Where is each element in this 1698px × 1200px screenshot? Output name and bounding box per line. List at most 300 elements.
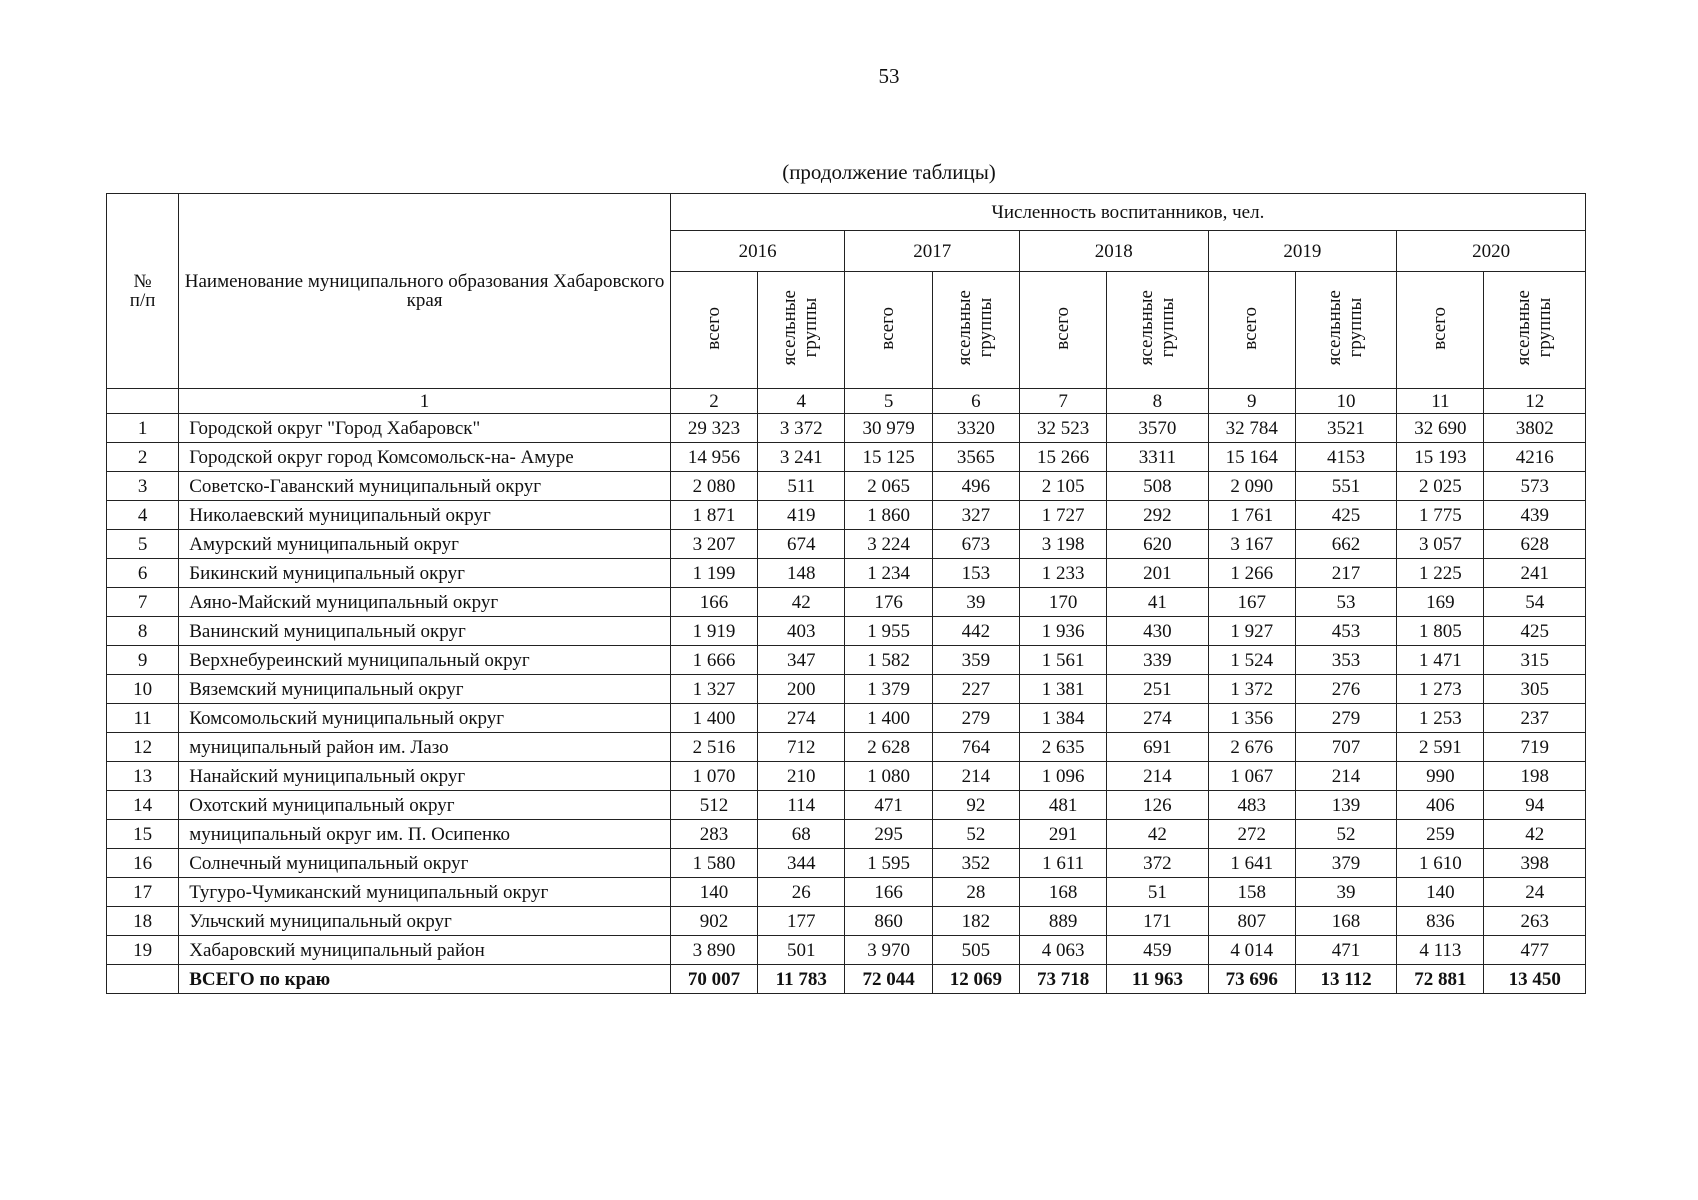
value-cell: 442 [932,617,1019,646]
row-number: 9 [107,646,179,675]
value-cell: 419 [758,501,845,530]
value-cell: 68 [758,820,845,849]
municipality-name: муниципальный округ им. П. Осипенко [179,820,671,849]
value-cell: 719 [1484,733,1586,762]
table-row [107,849,1586,878]
municipality-name: Хабаровский муниципальный район [179,936,671,965]
value-cell: 198 [1484,762,1586,791]
row-number: 1 [107,414,179,443]
value-cell: 52 [932,820,1019,849]
total-value-cell: 72 044 [845,965,932,994]
value-cell: 1 561 [1019,646,1106,675]
value-cell: 673 [932,530,1019,559]
value-cell: 15 164 [1208,443,1295,472]
value-cell: 272 [1208,820,1295,849]
row-number: 15 [107,820,179,849]
value-cell: 1 273 [1397,675,1484,704]
table-row [107,646,1586,675]
value-cell: 51 [1107,878,1208,907]
value-cell: 501 [758,936,845,965]
value-cell: 1 253 [1397,704,1484,733]
value-cell: 42 [1107,820,1208,849]
value-cell: 1 871 [670,501,757,530]
value-cell: 274 [758,704,845,733]
value-cell: 171 [1107,907,1208,936]
column-number: 11 [1397,389,1484,414]
value-cell: 1 955 [845,617,932,646]
value-cell: 990 [1397,762,1484,791]
value-cell: 2 090 [1208,472,1295,501]
subheader-nursery-text: ясельные группы [1135,290,1178,366]
subheader-nursery-text: ясельные группы [1324,290,1367,366]
value-cell: 3 372 [758,414,845,443]
row-number: 4 [107,501,179,530]
value-cell: 263 [1484,907,1586,936]
value-cell: 201 [1107,559,1208,588]
value-cell: 512 [670,791,757,820]
table-row [107,791,1586,820]
value-cell: 32 784 [1208,414,1295,443]
column-number: 7 [1019,389,1106,414]
subheader-nursery-text: ясельные группы [1512,290,1555,366]
row-number: 5 [107,530,179,559]
value-cell: 259 [1397,820,1484,849]
value-cell: 15 125 [845,443,932,472]
value-cell: 3 224 [845,530,932,559]
municipality-name: Николаевский муниципальный округ [179,501,671,530]
row-number: 3 [107,472,179,501]
value-cell: 3 198 [1019,530,1106,559]
value-cell: 707 [1295,733,1396,762]
value-cell: 471 [1295,936,1396,965]
value-cell: 170 [1019,588,1106,617]
value-cell: 764 [932,733,1019,762]
subheader-nursery [1484,272,1586,389]
column-number: 5 [845,389,932,414]
value-cell: 295 [845,820,932,849]
municipality-name: Солнечный муниципальный округ [179,849,671,878]
value-cell: 114 [758,791,845,820]
municipality-name: Городской округ "Город Хабаровск" [179,414,671,443]
page-number: 53 [878,64,900,88]
row-number: 2 [107,443,179,472]
table-row [107,472,1586,501]
municipality-name: Нанайский муниципальный округ [179,762,671,791]
municipality-name: Ульчский муниципальный округ [179,907,671,936]
subheader-total [1019,272,1106,389]
value-cell: 200 [758,675,845,704]
subheader-total-text: всего [877,306,899,350]
total-value-cell: 11 783 [758,965,845,994]
value-cell: 177 [758,907,845,936]
table-row [107,675,1586,704]
subheader-nursery-text: ясельные группы [779,290,822,366]
table-row [107,733,1586,762]
value-cell: 3 057 [1397,530,1484,559]
value-cell: 214 [932,762,1019,791]
value-cell: 1 381 [1019,675,1106,704]
subheader-nursery-text: ясельные группы [953,290,996,366]
value-cell: 4 113 [1397,936,1484,965]
value-cell: 425 [1295,501,1396,530]
value-cell: 3565 [932,443,1019,472]
subheader-total [1208,272,1295,389]
subheader-nursery [758,272,845,389]
municipality-name: Городской округ город Комсомольск-на- Амуре [179,443,671,472]
value-cell: 292 [1107,501,1208,530]
row-number: 7 [107,588,179,617]
value-cell: 3 207 [670,530,757,559]
year-header: 2018 [1019,231,1208,272]
value-cell: 241 [1484,559,1586,588]
row-number: 13 [107,762,179,791]
value-cell: 15 266 [1019,443,1106,472]
value-cell: 3570 [1107,414,1208,443]
value-cell: 167 [1208,588,1295,617]
value-cell: 2 080 [670,472,757,501]
value-cell: 1 266 [1208,559,1295,588]
table-row [107,501,1586,530]
value-cell: 403 [758,617,845,646]
column-number: 6 [932,389,1019,414]
value-cell: 166 [845,878,932,907]
year-header: 2019 [1208,231,1397,272]
value-cell: 406 [1397,791,1484,820]
value-cell: 29 323 [670,414,757,443]
value-cell: 471 [845,791,932,820]
value-cell: 1 524 [1208,646,1295,675]
value-cell: 1 070 [670,762,757,791]
table-row [107,762,1586,791]
value-cell: 481 [1019,791,1106,820]
subheader-nursery [932,272,1019,389]
table-row [107,617,1586,646]
value-cell: 860 [845,907,932,936]
value-cell: 53 [1295,588,1396,617]
total-row [107,965,1586,994]
value-cell: 1 611 [1019,849,1106,878]
value-cell: 28 [932,878,1019,907]
municipality-name: Советско-Гаванский муниципальный округ [179,472,671,501]
value-cell: 39 [932,588,1019,617]
value-cell: 352 [932,849,1019,878]
municipality-name: Ванинский муниципальный округ [179,617,671,646]
value-cell: 42 [1484,820,1586,849]
value-cell: 425 [1484,617,1586,646]
value-cell: 505 [932,936,1019,965]
value-cell: 24 [1484,878,1586,907]
value-cell: 508 [1107,472,1208,501]
value-cell: 1 400 [670,704,757,733]
value-cell: 3521 [1295,414,1396,443]
municipality-name: муниципальный район им. Лазо [179,733,671,762]
value-cell: 1 067 [1208,762,1295,791]
value-cell: 889 [1019,907,1106,936]
value-cell: 166 [670,588,757,617]
value-cell: 41 [1107,588,1208,617]
value-cell: 158 [1208,878,1295,907]
value-cell: 1 641 [1208,849,1295,878]
total-value-cell: 12 069 [932,965,1019,994]
column-number: 4 [758,389,845,414]
value-cell: 140 [1397,878,1484,907]
value-cell: 453 [1295,617,1396,646]
value-cell: 359 [932,646,1019,675]
total-value-cell: 70 007 [670,965,757,994]
value-cell: 94 [1484,791,1586,820]
value-cell: 126 [1107,791,1208,820]
value-cell: 214 [1295,762,1396,791]
value-cell: 4 063 [1019,936,1106,965]
row-number: 8 [107,617,179,646]
value-cell: 54 [1484,588,1586,617]
value-cell: 1 927 [1208,617,1295,646]
value-cell: 1 096 [1019,762,1106,791]
value-cell: 902 [670,907,757,936]
value-cell: 551 [1295,472,1396,501]
value-cell: 3 970 [845,936,932,965]
value-cell: 477 [1484,936,1586,965]
value-cell: 42 [758,588,845,617]
municipality-name: Верхнебуреинский муниципальный округ [179,646,671,675]
value-cell: 52 [1295,820,1396,849]
value-cell: 379 [1295,849,1396,878]
row-number: 11 [107,704,179,733]
table-row [107,704,1586,733]
value-cell: 3320 [932,414,1019,443]
value-cell: 15 193 [1397,443,1484,472]
year-header: 2020 [1397,231,1586,272]
value-cell: 1 372 [1208,675,1295,704]
value-cell: 628 [1484,530,1586,559]
value-cell: 1 860 [845,501,932,530]
value-cell: 279 [1295,704,1396,733]
value-cell: 39 [1295,878,1396,907]
value-cell: 1 234 [845,559,932,588]
row-number: 18 [107,907,179,936]
value-cell: 1 727 [1019,501,1106,530]
value-cell: 283 [670,820,757,849]
value-cell: 1 379 [845,675,932,704]
municipality-name: Бикинский муниципальный округ [179,559,671,588]
value-cell: 1 936 [1019,617,1106,646]
value-cell: 2 516 [670,733,757,762]
total-value-cell: 13 450 [1484,965,1586,994]
value-cell: 30 979 [845,414,932,443]
value-cell: 496 [932,472,1019,501]
value-cell: 1 471 [1397,646,1484,675]
value-cell: 227 [932,675,1019,704]
value-cell: 353 [1295,646,1396,675]
value-cell: 1 610 [1397,849,1484,878]
value-cell: 347 [758,646,845,675]
table-row [107,588,1586,617]
value-cell: 836 [1397,907,1484,936]
municipality-name: Аяно-Майский муниципальный округ [179,588,671,617]
group-header-pupils: Численность воспитанников, чел. [670,194,1585,231]
value-cell: 620 [1107,530,1208,559]
value-cell: 291 [1019,820,1106,849]
municipality-name: Охотский муниципальный округ [179,791,671,820]
subheader-total-text: всего [702,306,724,350]
value-cell: 2 628 [845,733,932,762]
value-cell: 2 591 [1397,733,1484,762]
value-cell: 1 356 [1208,704,1295,733]
year-header: 2016 [670,231,845,272]
total-row-number [107,965,179,994]
column-number [107,389,179,414]
value-cell: 305 [1484,675,1586,704]
value-cell: 14 956 [670,443,757,472]
municipality-name: Тугуро-Чумиканский муниципальный округ [179,878,671,907]
value-cell: 237 [1484,704,1586,733]
total-label: ВСЕГО по краю [179,965,671,994]
column-number: 9 [1208,389,1295,414]
value-cell: 276 [1295,675,1396,704]
value-cell: 439 [1484,501,1586,530]
value-cell: 511 [758,472,845,501]
municipality-name: Вяземский муниципальный округ [179,675,671,704]
value-cell: 274 [1107,704,1208,733]
value-cell: 139 [1295,791,1396,820]
value-cell: 92 [932,791,1019,820]
value-cell: 26 [758,878,845,907]
value-cell: 1 384 [1019,704,1106,733]
value-cell: 4153 [1295,443,1396,472]
value-cell: 1 233 [1019,559,1106,588]
column-header-number-text: № п/п [129,271,156,311]
table-row [107,878,1586,907]
subheader-total-text: всего [1051,306,1073,350]
value-cell: 210 [758,762,845,791]
value-cell: 398 [1484,849,1586,878]
value-cell: 315 [1484,646,1586,675]
value-cell: 279 [932,704,1019,733]
value-cell: 3802 [1484,414,1586,443]
value-cell: 1 327 [670,675,757,704]
table-row [107,559,1586,588]
value-cell: 1 595 [845,849,932,878]
row-number: 12 [107,733,179,762]
value-cell: 2 635 [1019,733,1106,762]
value-cell: 3 241 [758,443,845,472]
value-cell: 339 [1107,646,1208,675]
value-cell: 712 [758,733,845,762]
value-cell: 1 400 [845,704,932,733]
value-cell: 169 [1397,588,1484,617]
value-cell: 153 [932,559,1019,588]
value-cell: 32 690 [1397,414,1484,443]
value-cell: 176 [845,588,932,617]
value-cell: 483 [1208,791,1295,820]
row-number: 17 [107,878,179,907]
value-cell: 140 [670,878,757,907]
value-cell: 4216 [1484,443,1586,472]
value-cell: 1 080 [845,762,932,791]
value-cell: 327 [932,501,1019,530]
row-number: 14 [107,791,179,820]
column-number: 10 [1295,389,1396,414]
column-number: 8 [1107,389,1208,414]
row-number: 19 [107,936,179,965]
value-cell: 807 [1208,907,1295,936]
row-number: 10 [107,675,179,704]
table-row [107,936,1586,965]
total-value-cell: 73 718 [1019,965,1106,994]
row-number: 6 [107,559,179,588]
value-cell: 217 [1295,559,1396,588]
value-cell: 372 [1107,849,1208,878]
table-row [107,820,1586,849]
column-number: 12 [1484,389,1586,414]
value-cell: 1 919 [670,617,757,646]
value-cell: 2 676 [1208,733,1295,762]
value-cell: 691 [1107,733,1208,762]
value-cell: 1 775 [1397,501,1484,530]
value-cell: 2 065 [845,472,932,501]
table-row [107,414,1586,443]
total-value-cell: 73 696 [1208,965,1295,994]
subheader-nursery [1295,272,1396,389]
municipality-name: Комсомольский муниципальный округ [179,704,671,733]
value-cell: 1 582 [845,646,932,675]
table-row [107,530,1586,559]
value-cell: 1 580 [670,849,757,878]
value-cell: 459 [1107,936,1208,965]
value-cell: 674 [758,530,845,559]
value-cell: 3311 [1107,443,1208,472]
column-header-municipality-text: Наименование муниципального образования Хабаровского края [184,271,665,311]
column-header-municipality [179,194,671,389]
value-cell: 3 167 [1208,530,1295,559]
value-cell: 662 [1295,530,1396,559]
table-row [107,443,1586,472]
value-cell: 2 105 [1019,472,1106,501]
value-cell: 168 [1295,907,1396,936]
subheader-total-text: всего [1428,306,1450,350]
value-cell: 4 014 [1208,936,1295,965]
subheader-nursery [1107,272,1208,389]
value-cell: 1 761 [1208,501,1295,530]
column-number: 2 [670,389,757,414]
value-cell: 251 [1107,675,1208,704]
value-cell: 573 [1484,472,1586,501]
value-cell: 168 [1019,878,1106,907]
value-cell: 1 805 [1397,617,1484,646]
total-value-cell: 72 881 [1397,965,1484,994]
municipality-name: Амурский муниципальный округ [179,530,671,559]
table-caption: (продолжение таблицы) [782,160,996,184]
value-cell: 1 666 [670,646,757,675]
subheader-total [845,272,932,389]
value-cell: 148 [758,559,845,588]
total-value-cell: 11 963 [1107,965,1208,994]
value-cell: 1 225 [1397,559,1484,588]
row-number: 16 [107,849,179,878]
subheader-total-text: всего [1240,306,1262,350]
year-header: 2017 [845,231,1020,272]
value-cell: 1 199 [670,559,757,588]
value-cell: 3 890 [670,936,757,965]
value-cell: 344 [758,849,845,878]
pupils-table [106,193,1586,994]
column-header-number [107,194,179,389]
value-cell: 182 [932,907,1019,936]
value-cell: 430 [1107,617,1208,646]
value-cell: 32 523 [1019,414,1106,443]
subheader-total [670,272,757,389]
subheader-total [1397,272,1484,389]
